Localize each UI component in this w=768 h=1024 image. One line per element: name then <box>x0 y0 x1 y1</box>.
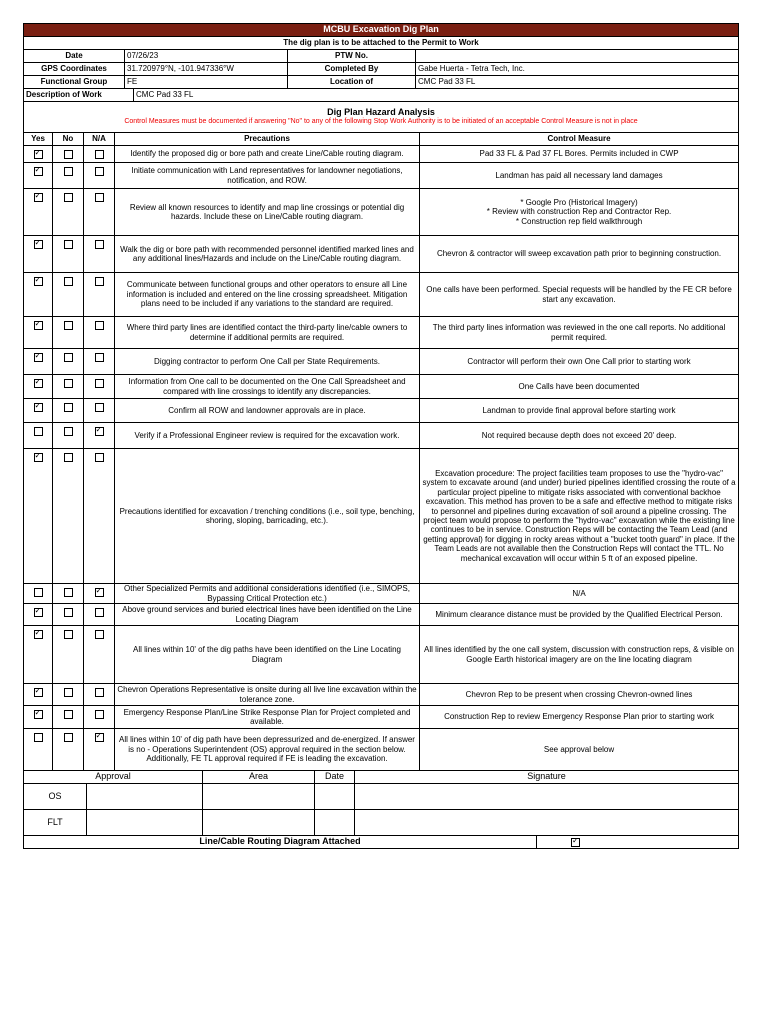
hazard-no-checkbox[interactable] <box>64 403 73 412</box>
hazard-no-checkbox[interactable] <box>64 150 73 159</box>
hazard-no-checkbox[interactable] <box>64 608 73 617</box>
description-label: Description of Work <box>24 89 134 102</box>
flt-approval-field[interactable] <box>87 810 203 836</box>
control-measure-text[interactable]: N/A <box>420 584 739 604</box>
hazard-no-checkbox[interactable] <box>64 427 73 436</box>
routing-diagram-label: Line/Cable Routing Diagram Attached <box>24 836 537 849</box>
hazard-na-checkbox[interactable] <box>95 353 104 362</box>
hazard-yes-checkbox[interactable] <box>34 733 43 742</box>
hazard-na-cell <box>84 399 115 423</box>
hazard-row <box>24 236 739 273</box>
check-icon: ✓ <box>95 425 103 435</box>
precaution-text: Initiate communication with Land representatives for landowner negotiations, notification, and ROW. <box>115 163 420 189</box>
hazard-yes-cell <box>24 706 53 729</box>
control-measure-text[interactable]: Chevron & contractor will sweep excavation path prior to beginning construction. <box>420 236 739 273</box>
hazard-yes-checkbox[interactable] <box>34 427 43 436</box>
hazard-na-cell <box>84 423 115 449</box>
hazard-yes-cell <box>24 163 53 189</box>
date-label: Date <box>24 50 125 63</box>
hazard-no-cell <box>53 604 84 626</box>
control-measure-text[interactable]: Landman has paid all necessary land damages <box>420 163 739 189</box>
check-icon: ✓ <box>34 275 42 285</box>
hazard-yes-cell <box>24 604 53 626</box>
hazard-yes-cell <box>24 449 53 584</box>
hazard-table <box>23 101 739 771</box>
precaution-text: Emergency Response Plan/Line Strike Response Plan for Project completed and available. <box>115 706 420 729</box>
location-label: Location of <box>288 76 416 89</box>
precaution-text: Above ground services and buried electrical lines have been identified on the Line Locating Diagram <box>115 604 420 626</box>
hazard-na-checkbox[interactable] <box>95 710 104 719</box>
hazard-na-checkbox[interactable] <box>95 150 104 159</box>
precaution-text: Digging contractor to perform One Call per State Requirements. <box>115 349 420 375</box>
hazard-na-cell <box>84 189 115 236</box>
control-measure-text[interactable]: Excavation procedure: The project facilities team proposes to use the "hydro-vac" system to excavate around (and under) buried pipelines identified crossing the route of a particular project pipeline to mitigate risks associated with conventional backhoe excavation. This method has proven to be a safe and effective method to mitigate risks to personnel and pipelines during excavation of soil around a pipeline crossing. The project team would propose to perform the "hydro-vac" excavation while the existing line continues to be in service. Construction Reps will be contacting the Team Lead (and getting approval) for digging in rocky areas without a "bucket tooth guard" in place. If the Team Leads are not available then the Construction Reps will contact the TTL. No mechanical excavation will occur within 5 ft of an exposed pipeline. <box>420 449 739 584</box>
hazard-no-checkbox[interactable] <box>64 453 73 462</box>
hazard-na-checkbox[interactable] <box>95 588 104 597</box>
hazard-na-cell <box>84 684 115 706</box>
hazard-yes-checkbox[interactable] <box>34 710 43 719</box>
hazard-row <box>24 273 739 317</box>
description-value[interactable]: CMC Pad 33 FL <box>134 89 739 102</box>
hazard-yes-checkbox[interactable] <box>34 353 43 362</box>
hazard-na-cell <box>84 449 115 584</box>
completed-by-label: Completed By <box>288 63 416 76</box>
hazard-yes-checkbox[interactable] <box>34 167 43 176</box>
check-icon: ✓ <box>34 451 42 461</box>
hazard-yes-cell <box>24 146 53 163</box>
hazard-yes-cell <box>24 423 53 449</box>
precaution-text: Communicate between functional groups and other operators to ensure all Line information is included and entered on the line crossing spreadsheet. Mitigation plans need to be included if any variations to the standard are required. <box>115 273 420 317</box>
hazard-yes-checkbox[interactable] <box>34 608 43 617</box>
precaution-text: Confirm all ROW and landowner approvals are in place. <box>115 399 420 423</box>
precaution-text: Other Specialized Permits and additional considerations identified (i.e., SIMOPS, Bypassing Critical Protection etc.) <box>115 584 420 604</box>
check-icon: ✓ <box>34 165 42 175</box>
hazard-na-checkbox[interactable] <box>95 277 104 286</box>
hazard-yes-cell <box>24 375 53 399</box>
os-signature-field[interactable] <box>355 784 739 810</box>
hazard-no-checkbox[interactable] <box>64 710 73 719</box>
hazard-no-checkbox[interactable] <box>64 240 73 249</box>
os-area-field[interactable] <box>203 784 315 810</box>
hazard-na-cell <box>84 706 115 729</box>
approval-table <box>23 770 739 836</box>
location-value[interactable]: CMC Pad 33 FL <box>416 76 739 89</box>
check-icon: ✓ <box>34 319 42 329</box>
hazard-no-cell <box>53 684 84 706</box>
hazard-row <box>24 399 739 423</box>
hazard-yes-checkbox[interactable] <box>34 321 43 330</box>
functional-group-label: Functional Group <box>24 76 125 89</box>
approval-header: Approval <box>24 771 203 784</box>
hazard-na-cell <box>84 236 115 273</box>
footer-table <box>23 835 739 849</box>
hazard-yes-cell <box>24 236 53 273</box>
col-control-measure: Control Measure <box>420 133 739 146</box>
date-value[interactable]: 07/26/23 <box>125 50 288 63</box>
control-measure-text[interactable]: Contractor will perform their own One Call prior to starting work <box>420 349 739 375</box>
hazard-na-checkbox[interactable] <box>95 193 104 202</box>
functional-group-value[interactable]: FE <box>125 76 288 89</box>
hazard-yes-cell <box>24 273 53 317</box>
control-measure-text[interactable]: Not required because depth does not exceed 20' deep. <box>420 423 739 449</box>
form-subtitle: The dig plan is to be attached to the Permit to Work <box>24 37 739 50</box>
hazard-no-cell <box>53 729 84 771</box>
description-table <box>23 88 739 102</box>
hazard-na-cell <box>84 146 115 163</box>
precaution-text: Identify the proposed dig or bore path and create Line/Cable routing diagram. <box>115 146 420 163</box>
hazard-no-cell <box>53 375 84 399</box>
hazard-na-checkbox[interactable] <box>95 630 104 639</box>
approval-role-flt: FLT <box>24 810 87 836</box>
control-measure-text[interactable]: Chevron Rep to be present when crossing Chevron-owned lines <box>420 684 739 706</box>
hazard-yes-cell <box>24 584 53 604</box>
hazard-no-checkbox[interactable] <box>64 321 73 330</box>
check-icon: ✓ <box>34 238 42 248</box>
gps-value[interactable]: 31.720979°N, -101.947336°W <box>125 63 288 76</box>
hazard-na-checkbox[interactable] <box>95 453 104 462</box>
hazard-no-cell <box>53 317 84 349</box>
hazard-yes-checkbox[interactable] <box>34 453 43 462</box>
hazard-no-checkbox[interactable] <box>64 733 73 742</box>
os-date-field[interactable] <box>315 784 355 810</box>
hazard-no-cell <box>53 423 84 449</box>
check-icon: ✓ <box>34 351 42 361</box>
hazard-no-cell <box>53 189 84 236</box>
routing-diagram-attached-cell <box>537 836 739 849</box>
hazard-row <box>24 449 739 584</box>
date-header: Date <box>315 771 355 784</box>
precaution-text: Walk the dig or bore path with recommended personnel identified marked lines and any additional lines/Hazards and include on the Line/Cable routing diagram. <box>115 236 420 273</box>
hazard-na-cell <box>84 729 115 771</box>
hazard-yes-checkbox[interactable] <box>34 193 43 202</box>
flt-area-field[interactable] <box>203 810 315 836</box>
hazard-na-checkbox[interactable] <box>95 403 104 412</box>
hazard-no-cell <box>53 146 84 163</box>
ptw-label: PTW No. <box>288 50 416 63</box>
hazard-no-checkbox[interactable] <box>64 688 73 697</box>
hazard-no-checkbox[interactable] <box>64 277 73 286</box>
control-measure-text[interactable]: The third party lines information was reviewed in the one call reports. No additional permit required. <box>420 317 739 349</box>
hazard-row <box>24 626 739 684</box>
hazard-yes-cell <box>24 189 53 236</box>
hazard-na-checkbox[interactable] <box>95 379 104 388</box>
hazard-row <box>24 146 739 163</box>
col-na: N/A <box>84 133 115 146</box>
control-measure-text[interactable]: See approval below <box>420 729 739 771</box>
col-no: No <box>53 133 84 146</box>
hazard-na-checkbox[interactable] <box>95 608 104 617</box>
hazard-na-cell <box>84 317 115 349</box>
hazard-yes-checkbox[interactable] <box>34 379 43 388</box>
check-icon: ✓ <box>34 708 42 718</box>
os-approval-field[interactable] <box>87 784 203 810</box>
control-measure-text[interactable]: Pad 33 FL & Pad 37 FL Bores. Permits included in CWP <box>420 146 739 163</box>
hazard-na-checkbox[interactable] <box>95 427 104 436</box>
hazard-no-cell <box>53 399 84 423</box>
hazard-yes-cell <box>24 399 53 423</box>
hazard-no-checkbox[interactable] <box>64 588 73 597</box>
hazard-no-checkbox[interactable] <box>64 630 73 639</box>
hazard-note: Control Measures must be documented if answering "No" to any of the following Stop Work Authority is to be initiated of an acceptable Control Measure is not in place <box>124 118 638 125</box>
hazard-na-cell <box>84 163 115 189</box>
hazard-yes-checkbox[interactable] <box>34 150 43 159</box>
hazard-row <box>24 584 739 604</box>
dig-plan-sheet <box>23 23 738 849</box>
check-icon: ✓ <box>95 731 103 741</box>
precaution-text: All lines within 10' of dig path have been depressurized and de-energized. If answer is no - Operations Superintendent (OS) approval required in the section below. Additionally, FE TL approval required if FE is leading the excavation. <box>115 729 420 771</box>
routing-diagram-checkbox[interactable] <box>571 835 580 847</box>
hazard-yes-checkbox[interactable] <box>34 277 43 286</box>
hazard-row <box>24 349 739 375</box>
flt-date-field[interactable] <box>315 810 355 836</box>
hazard-na-checkbox[interactable] <box>95 167 104 176</box>
approval-role-os: OS <box>24 784 87 810</box>
header-table <box>23 23 739 89</box>
hazard-yes-checkbox[interactable] <box>34 688 43 697</box>
control-measure-text[interactable]: * Google Pro (Historical Imagery) * Review with construction Rep and Contractor Rep. * Construction rep field walkthrough <box>420 189 739 236</box>
precaution-text: Precautions identified for excavation / trenching conditions (i.e., soil type, benching, shoring, sloping, barricading, etc.). <box>115 449 420 584</box>
precaution-text: Verify if a Professional Engineer review is required for the excavation work. <box>115 423 420 449</box>
hazard-row <box>24 317 739 349</box>
hazard-no-cell <box>53 706 84 729</box>
precaution-text: Where third party lines are identified contact the third-party line/cable owners to determine if additional permits are required. <box>115 317 420 349</box>
check-icon: ✓ <box>34 401 42 411</box>
hazard-na-checkbox[interactable] <box>95 688 104 697</box>
check-icon: ✓ <box>572 835 579 845</box>
hazard-row <box>24 604 739 626</box>
completed-by-value[interactable]: Gabe Huerta - Tetra Tech, Inc. <box>416 63 739 76</box>
hazard-na-cell <box>84 584 115 604</box>
hazard-yes-cell <box>24 729 53 771</box>
hazard-yes-checkbox[interactable] <box>34 240 43 249</box>
hazard-no-checkbox[interactable] <box>64 167 73 176</box>
signature-header: Signature <box>355 771 739 784</box>
hazard-na-cell <box>84 626 115 684</box>
hazard-row <box>24 729 739 771</box>
hazard-no-cell <box>53 349 84 375</box>
hazard-na-checkbox[interactable] <box>95 240 104 249</box>
col-yes: Yes <box>24 133 53 146</box>
check-icon: ✓ <box>34 686 42 696</box>
precaution-text: Review all known resources to identify and map line crossings or potential dig hazards. Include these on Line/Cable routing diagram. <box>115 189 420 236</box>
check-icon: ✓ <box>95 586 103 596</box>
hazard-row <box>24 706 739 729</box>
check-icon: ✓ <box>34 628 42 638</box>
hazard-na-checkbox[interactable] <box>95 321 104 330</box>
control-measure-text[interactable]: One calls have been performed. Special requests will be handled by the FE CR before start any excavation. <box>420 273 739 317</box>
hazard-na-cell <box>84 375 115 399</box>
hazard-yes-checkbox[interactable] <box>34 588 43 597</box>
check-icon: ✓ <box>34 148 42 158</box>
hazard-yes-cell <box>24 349 53 375</box>
form-title: MCBU Excavation Dig Plan <box>24 24 739 37</box>
hazard-na-cell <box>84 273 115 317</box>
hazard-row <box>24 375 739 399</box>
gps-label: GPS Coordinates <box>24 63 125 76</box>
check-icon: ✓ <box>34 377 42 387</box>
ptw-value[interactable] <box>416 50 739 63</box>
control-measure-text[interactable]: Construction Rep to review Emergency Response Plan prior to starting work <box>420 706 739 729</box>
hazard-title: Dig Plan Hazard Analysis <box>327 106 435 117</box>
hazard-yes-cell <box>24 684 53 706</box>
control-measure-text[interactable]: Landman to provide final approval before starting work <box>420 399 739 423</box>
area-header: Area <box>203 771 315 784</box>
precaution-text: Chevron Operations Representative is onsite during all live line excavation within the tolerance zone. <box>115 684 420 706</box>
hazard-na-cell <box>84 604 115 626</box>
control-measure-text[interactable]: All lines identified by the one call system, discussion with construction reps, & visible on Google Earth historical imagery are on the line locating diagram <box>420 626 739 684</box>
hazard-yes-checkbox[interactable] <box>34 630 43 639</box>
hazard-no-cell <box>53 236 84 273</box>
hazard-no-cell <box>53 273 84 317</box>
hazard-no-cell <box>53 449 84 584</box>
hazard-yes-cell <box>24 317 53 349</box>
hazard-no-cell <box>53 584 84 604</box>
hazard-no-cell <box>53 163 84 189</box>
precaution-text: Information from One call to be documented on the One Call Spreadsheet and compared with line crossings to identify any discrepancies. <box>115 375 420 399</box>
hazard-yes-cell <box>24 626 53 684</box>
precaution-text: All lines within 10' of the dig paths have been identified on the Line Locating Diagram <box>115 626 420 684</box>
hazard-na-cell <box>84 349 115 375</box>
hazard-no-checkbox[interactable] <box>64 353 73 362</box>
flt-signature-field[interactable] <box>355 810 739 836</box>
hazard-row <box>24 684 739 706</box>
hazard-no-checkbox[interactable] <box>64 379 73 388</box>
hazard-row <box>24 423 739 449</box>
control-measure-text[interactable]: One Calls have been documented <box>420 375 739 399</box>
check-icon: ✓ <box>34 606 42 616</box>
hazard-no-cell <box>53 626 84 684</box>
hazard-yes-checkbox[interactable] <box>34 403 43 412</box>
control-measure-text[interactable]: Minimum clearance distance must be provided by the Qualified Electrical Person. <box>420 604 739 626</box>
col-precautions: Precautions <box>115 133 420 146</box>
hazard-row <box>24 163 739 189</box>
check-icon: ✓ <box>34 191 42 201</box>
hazard-row <box>24 189 739 236</box>
hazard-no-checkbox[interactable] <box>64 193 73 202</box>
hazard-na-checkbox[interactable] <box>95 733 104 742</box>
